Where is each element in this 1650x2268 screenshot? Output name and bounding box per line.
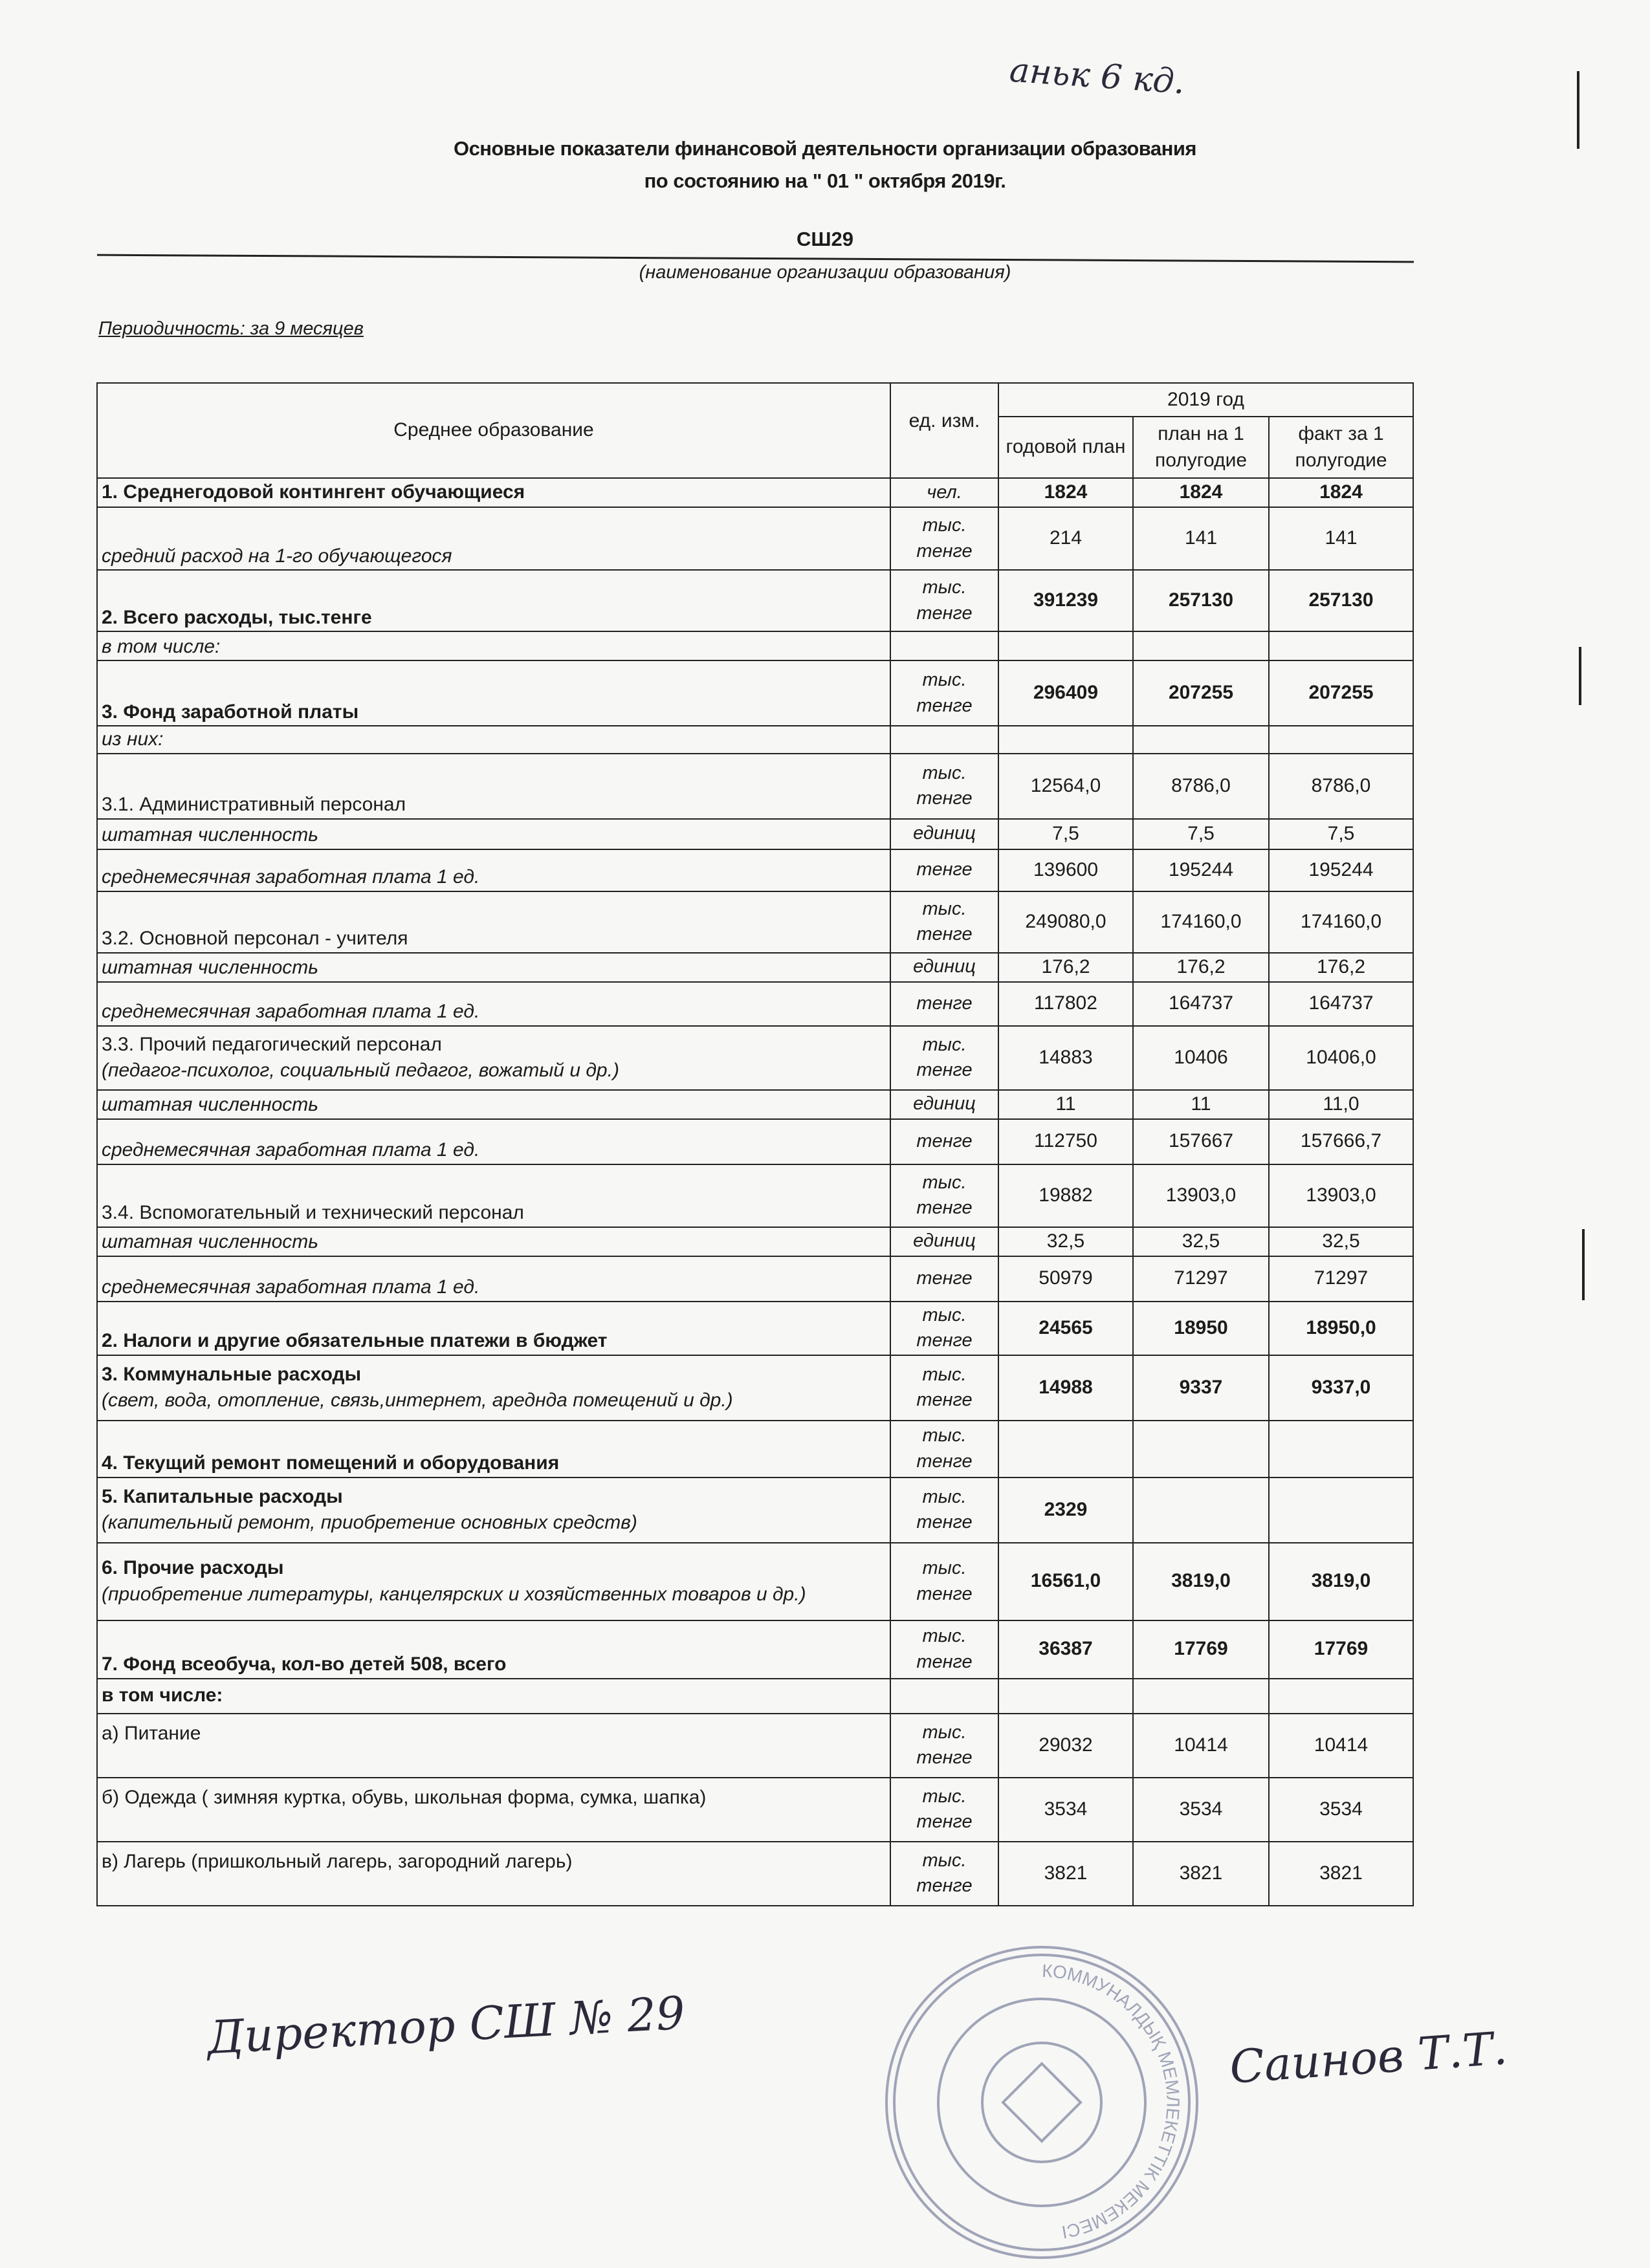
value-plan-half bbox=[1133, 1477, 1269, 1543]
value-plan-half: 1824 bbox=[1133, 478, 1269, 507]
row-label-cell bbox=[97, 849, 890, 891]
table-row bbox=[97, 1421, 1413, 1477]
value-annual-plan: 24565 bbox=[998, 1302, 1133, 1355]
financial-indicators-table bbox=[96, 382, 1414, 1906]
value-plan-half: 174160,0 bbox=[1133, 891, 1269, 953]
value-fact-half: 164737 bbox=[1269, 982, 1413, 1026]
row-unit: единиц bbox=[890, 1090, 998, 1119]
value-annual-plan: 1824 bbox=[998, 478, 1133, 507]
row-label: 3.3. Прочий педагогический персонал bbox=[102, 1033, 442, 1055]
row-label-cell bbox=[97, 726, 890, 754]
row-label: 3.2. Основной персонал - учителя bbox=[102, 928, 408, 949]
row-label: 2. Всего расходы, тыс.тенге bbox=[102, 606, 372, 628]
value-annual-plan: 112750 bbox=[998, 1119, 1133, 1164]
row-label: среднемесячная заработная плата 1 ед. bbox=[102, 866, 480, 888]
value-annual-plan: 16561,0 bbox=[998, 1543, 1133, 1620]
row-unit: тыс. тенге bbox=[890, 1620, 998, 1679]
row-label: 3.1. Административный персонал bbox=[102, 794, 406, 815]
scan-edge-mark bbox=[1579, 647, 1581, 705]
value-fact-half: 3819,0 bbox=[1269, 1543, 1413, 1620]
value-annual-plan: 32,5 bbox=[998, 1227, 1133, 1256]
value-plan-half: 18950 bbox=[1133, 1302, 1269, 1355]
value-annual-plan: 3534 bbox=[998, 1778, 1133, 1842]
director-signature: Саинов Т.Т. bbox=[1227, 2022, 1509, 2094]
value-plan-half: 10406 bbox=[1133, 1026, 1269, 1090]
value-plan-half: 9337 bbox=[1133, 1355, 1269, 1421]
table-row bbox=[97, 478, 1413, 507]
value-plan-half: 7,5 bbox=[1133, 819, 1269, 849]
table-row bbox=[97, 570, 1413, 631]
value-annual-plan: 176,2 bbox=[998, 953, 1133, 982]
table-row bbox=[97, 631, 1413, 660]
value-fact-half: 141 bbox=[1269, 507, 1413, 570]
row-label: 7. Фонд всеобуча, кол-во детей 508, всего bbox=[102, 1653, 507, 1675]
row-unit: тыс. тенге bbox=[890, 507, 998, 570]
row-sublabel: (капительный ремонт, приобретение основных средств) bbox=[102, 1512, 637, 1533]
organization-caption: (наименование организации образования) bbox=[639, 262, 1011, 283]
value-plan-half: 8786,0 bbox=[1133, 754, 1269, 819]
row-unit: тыс. тенге bbox=[890, 1421, 998, 1477]
value-plan-half: 257130 bbox=[1133, 570, 1269, 631]
value-annual-plan: 7,5 bbox=[998, 819, 1133, 849]
value-annual-plan: 11 bbox=[998, 1090, 1133, 1119]
row-unit: единиц bbox=[890, 819, 998, 849]
value-plan-half: 13903,0 bbox=[1133, 1164, 1269, 1227]
row-unit: тыс. тенге bbox=[890, 1842, 998, 1906]
value-annual-plan: 214 bbox=[998, 507, 1133, 570]
table-row bbox=[97, 1302, 1413, 1355]
row-label: 2. Налоги и другие обязательные платежи в бюджет bbox=[102, 1330, 608, 1351]
row-label-cell bbox=[97, 1778, 890, 1842]
row-unit: единиц bbox=[890, 1227, 998, 1256]
row-unit: тенге bbox=[890, 1119, 998, 1164]
row-unit: единиц bbox=[890, 953, 998, 982]
value-fact-half: 13903,0 bbox=[1269, 1164, 1413, 1227]
header-unit: ед. изм. bbox=[890, 383, 998, 478]
row-label: среднемесячная заработная плата 1 ед. bbox=[102, 1276, 480, 1298]
value-fact-half: 176,2 bbox=[1269, 953, 1413, 982]
value-fact-half: 10414 bbox=[1269, 1714, 1413, 1778]
value-plan-half: 3534 bbox=[1133, 1778, 1269, 1842]
row-label-cell bbox=[97, 819, 890, 849]
row-label: 6. Прочие расходы bbox=[102, 1557, 284, 1578]
table-row bbox=[97, 1714, 1413, 1778]
value-annual-plan: 139600 bbox=[998, 849, 1133, 891]
scan-edge-mark bbox=[1577, 71, 1579, 149]
value-plan-half: 71297 bbox=[1133, 1256, 1269, 1302]
row-sublabel: (приобретение литературы, канцелярских и хозяйственных товаров и др.) bbox=[102, 1583, 806, 1605]
table-row bbox=[97, 1090, 1413, 1119]
table-row bbox=[97, 953, 1413, 982]
value-plan-half: 11 bbox=[1133, 1090, 1269, 1119]
row-label: в том числе: bbox=[102, 1685, 223, 1706]
value-fact-half bbox=[1269, 726, 1413, 754]
row-unit: тыс. тенге bbox=[890, 1355, 998, 1421]
row-label-cell bbox=[97, 570, 890, 631]
table-row bbox=[97, 982, 1413, 1026]
row-sublabel: (свет, вода, отопление, связь,интернет, ареднда помещений и др.) bbox=[102, 1390, 733, 1411]
row-label-cell bbox=[97, 891, 890, 953]
row-label-cell bbox=[97, 1842, 890, 1906]
value-annual-plan: 3821 bbox=[998, 1842, 1133, 1906]
value-plan-half: 10414 bbox=[1133, 1714, 1269, 1778]
row-label-cell bbox=[97, 1421, 890, 1477]
row-unit: тыс. тенге bbox=[890, 1714, 998, 1778]
row-label-cell bbox=[97, 754, 890, 819]
row-label-cell bbox=[97, 982, 890, 1026]
value-fact-half: 195244 bbox=[1269, 849, 1413, 891]
table-row bbox=[97, 849, 1413, 891]
row-label-cell bbox=[97, 1090, 890, 1119]
row-label: б) Одежда ( зимняя куртка, обувь, школьная форма, сумка, шапка) bbox=[102, 1786, 707, 1808]
row-unit: тыс. тенге bbox=[890, 1164, 998, 1227]
value-annual-plan: 296409 bbox=[998, 660, 1133, 726]
value-fact-half: 18950,0 bbox=[1269, 1302, 1413, 1355]
row-label-cell bbox=[97, 660, 890, 726]
table-row bbox=[97, 819, 1413, 849]
row-label: а) Питание bbox=[102, 1722, 201, 1744]
row-label-cell bbox=[97, 507, 890, 570]
document-title-line1: Основные показатели финансовой деятельности организации образования bbox=[453, 137, 1197, 160]
table-row bbox=[97, 1119, 1413, 1164]
row-unit: тыс. тенге bbox=[890, 1302, 998, 1355]
row-label: 1. Среднегодовой контингент обучающиеся bbox=[102, 481, 525, 503]
value-fact-half bbox=[1269, 1477, 1413, 1543]
row-unit: тыс. тенге bbox=[890, 754, 998, 819]
row-unit: тенге bbox=[890, 982, 998, 1026]
row-label: 5. Капитальные расходы bbox=[102, 1485, 343, 1507]
value-annual-plan: 249080,0 bbox=[998, 891, 1133, 953]
value-fact-half: 10406,0 bbox=[1269, 1026, 1413, 1090]
value-annual-plan: 2329 bbox=[998, 1477, 1133, 1543]
value-fact-half: 11,0 bbox=[1269, 1090, 1413, 1119]
header-label: Среднее образование bbox=[97, 383, 890, 478]
header-year: 2019 год bbox=[998, 383, 1413, 417]
value-fact-half: 32,5 bbox=[1269, 1227, 1413, 1256]
value-fact-half: 3534 bbox=[1269, 1778, 1413, 1842]
table-row bbox=[97, 1620, 1413, 1679]
value-plan-half bbox=[1133, 631, 1269, 660]
value-plan-half bbox=[1133, 1679, 1269, 1714]
value-plan-half: 157667 bbox=[1133, 1119, 1269, 1164]
row-label: из них: bbox=[102, 728, 164, 750]
handwritten-note: аньк 6 кд. bbox=[1008, 50, 1187, 102]
table-row bbox=[97, 891, 1413, 953]
row-label-cell bbox=[97, 1543, 890, 1620]
table-row bbox=[97, 1256, 1413, 1302]
value-plan-half bbox=[1133, 1421, 1269, 1477]
row-label: 3.4. Вспомогательный и технический персонал bbox=[102, 1202, 524, 1223]
table-row bbox=[97, 1778, 1413, 1842]
row-unit: чел. bbox=[890, 478, 998, 507]
value-plan-half: 207255 bbox=[1133, 660, 1269, 726]
row-unit: тенге bbox=[890, 1256, 998, 1302]
organization-name: СШ29 bbox=[796, 228, 854, 250]
value-fact-half: 9337,0 bbox=[1269, 1355, 1413, 1421]
value-annual-plan: 14988 bbox=[998, 1355, 1133, 1421]
value-fact-half bbox=[1269, 1421, 1413, 1477]
row-label-cell bbox=[97, 1227, 890, 1256]
row-label-cell bbox=[97, 1026, 890, 1090]
table-row bbox=[97, 1842, 1413, 1906]
value-annual-plan: 19882 bbox=[998, 1164, 1133, 1227]
table-row bbox=[97, 660, 1413, 726]
row-label: в том числе: bbox=[102, 635, 221, 657]
row-label-cell bbox=[97, 1355, 890, 1421]
table-row bbox=[97, 1477, 1413, 1543]
row-label: 3. Коммунальные расходы bbox=[102, 1363, 362, 1385]
row-label-cell bbox=[97, 1119, 890, 1164]
row-label-cell bbox=[97, 1477, 890, 1543]
stamp-text: КОММУНАЛДЫҚ МЕМЛЕКЕТТІК МЕКЕМЕСІ bbox=[1041, 1960, 1183, 2243]
document-title-line2: по состоянию на " 01 " октября 2019г. bbox=[644, 169, 1006, 192]
row-label: среднемесячная заработная плата 1 ед. bbox=[102, 1001, 480, 1022]
row-label: среднемесячная заработная плата 1 ед. bbox=[102, 1139, 480, 1161]
row-label: в) Лагерь (пришкольный лагерь, загородний лагерь) bbox=[102, 1850, 573, 1872]
value-annual-plan bbox=[998, 631, 1133, 660]
row-label-cell bbox=[97, 1164, 890, 1227]
row-unit: тыс. тенге bbox=[890, 1543, 998, 1620]
value-annual-plan: 117802 bbox=[998, 982, 1133, 1026]
value-plan-half: 176,2 bbox=[1133, 953, 1269, 982]
value-fact-half: 157666,7 bbox=[1269, 1119, 1413, 1164]
value-annual-plan: 391239 bbox=[998, 570, 1133, 631]
row-unit: тыс. тенге bbox=[890, 660, 998, 726]
row-unit bbox=[890, 1679, 998, 1714]
value-annual-plan bbox=[998, 726, 1133, 754]
row-label-cell bbox=[97, 953, 890, 982]
row-label-cell bbox=[97, 1620, 890, 1679]
value-annual-plan bbox=[998, 1679, 1133, 1714]
row-unit: тенге bbox=[890, 849, 998, 891]
value-fact-half bbox=[1269, 1679, 1413, 1714]
scan-edge-mark bbox=[1582, 1229, 1585, 1300]
row-unit: тыс. тенге bbox=[890, 1778, 998, 1842]
row-label: штатная численность bbox=[102, 1231, 319, 1252]
table-row bbox=[97, 507, 1413, 570]
row-unit bbox=[890, 726, 998, 754]
value-fact-half bbox=[1269, 631, 1413, 660]
official-stamp bbox=[880, 1941, 1204, 2264]
row-label: штатная численность bbox=[102, 957, 319, 978]
row-label-cell bbox=[97, 1714, 890, 1778]
value-annual-plan: 14883 bbox=[998, 1026, 1133, 1090]
header-fact-half: факт за 1 полугодие bbox=[1269, 417, 1413, 478]
table-row bbox=[97, 1227, 1413, 1256]
table-row bbox=[97, 1543, 1413, 1620]
row-unit: тыс. тенге bbox=[890, 1477, 998, 1543]
value-plan-half: 141 bbox=[1133, 507, 1269, 570]
header-annual-plan: годовой план bbox=[998, 417, 1133, 478]
table-row bbox=[97, 1026, 1413, 1090]
row-label-cell bbox=[97, 631, 890, 660]
row-label: штатная численность bbox=[102, 1094, 319, 1115]
value-fact-half: 17769 bbox=[1269, 1620, 1413, 1679]
table-row bbox=[97, 1679, 1413, 1714]
value-fact-half: 71297 bbox=[1269, 1256, 1413, 1302]
value-fact-half: 3821 bbox=[1269, 1842, 1413, 1906]
row-label: 3. Фонд заработной платы bbox=[102, 701, 359, 723]
row-unit: тыс. тенге bbox=[890, 891, 998, 953]
table-row bbox=[97, 726, 1413, 754]
row-sublabel: (педагог-психолог, социальный педагог, вожатый и др.) bbox=[102, 1060, 619, 1081]
value-plan-half bbox=[1133, 726, 1269, 754]
value-annual-plan: 29032 bbox=[998, 1714, 1133, 1778]
value-annual-plan bbox=[998, 1421, 1133, 1477]
row-label: средний расход на 1-го обучающегося bbox=[102, 545, 452, 567]
row-label-cell bbox=[97, 1679, 890, 1714]
periodicity: Периодичность: за 9 месяцев bbox=[98, 318, 364, 339]
value-plan-half: 17769 bbox=[1133, 1620, 1269, 1679]
value-plan-half: 32,5 bbox=[1133, 1227, 1269, 1256]
row-unit bbox=[890, 631, 998, 660]
table-row bbox=[97, 1355, 1413, 1421]
row-label-cell bbox=[97, 1256, 890, 1302]
row-label: 4. Текущий ремонт помещений и оборудования bbox=[102, 1452, 560, 1474]
value-fact-half: 8786,0 bbox=[1269, 754, 1413, 819]
value-annual-plan: 50979 bbox=[998, 1256, 1133, 1302]
value-plan-half: 3821 bbox=[1133, 1842, 1269, 1906]
value-fact-half: 1824 bbox=[1269, 478, 1413, 507]
table-row bbox=[97, 754, 1413, 819]
value-plan-half: 195244 bbox=[1133, 849, 1269, 891]
row-label-cell bbox=[97, 478, 890, 507]
value-plan-half: 3819,0 bbox=[1133, 1543, 1269, 1620]
value-fact-half: 174160,0 bbox=[1269, 891, 1413, 953]
value-fact-half: 207255 bbox=[1269, 660, 1413, 726]
value-annual-plan: 12564,0 bbox=[998, 754, 1133, 819]
header-plan-half: план на 1 полугодие bbox=[1133, 417, 1269, 478]
row-unit: тыс. тенге bbox=[890, 1026, 998, 1090]
value-annual-plan: 36387 bbox=[998, 1620, 1133, 1679]
row-label: штатная численность bbox=[102, 824, 319, 845]
row-unit: тыс. тенге bbox=[890, 570, 998, 631]
value-fact-half: 7,5 bbox=[1269, 819, 1413, 849]
director-handwritten: Директор СШ № 29 bbox=[206, 1986, 687, 2065]
row-label-cell bbox=[97, 1302, 890, 1355]
table-row bbox=[97, 1164, 1413, 1227]
value-fact-half: 257130 bbox=[1269, 570, 1413, 631]
value-plan-half: 164737 bbox=[1133, 982, 1269, 1026]
